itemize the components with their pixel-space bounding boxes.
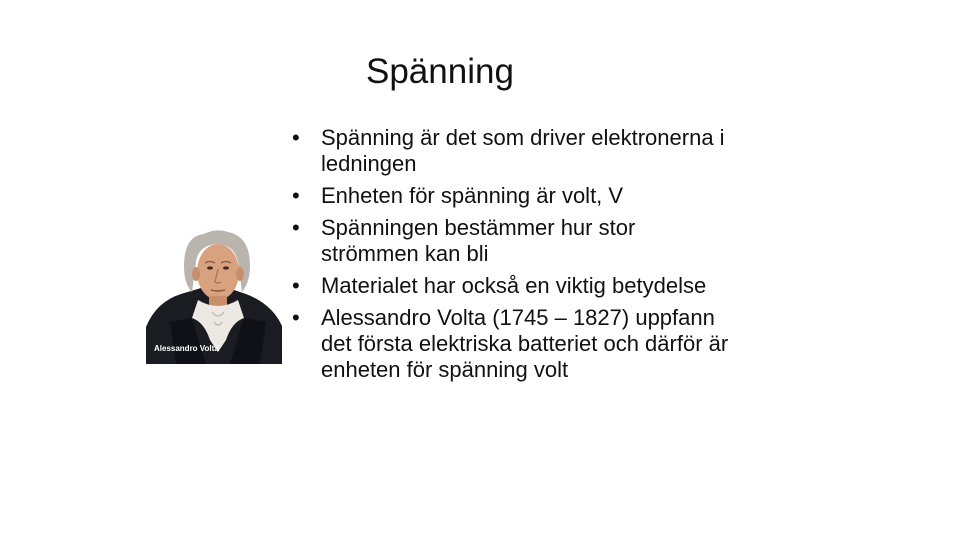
- bullet-text: Spänning är det som driver elektronerna i ledningen: [321, 125, 725, 176]
- portrait-illustration: [146, 222, 282, 364]
- bullet-item: [292, 273, 732, 299]
- bullet-item: [292, 305, 732, 383]
- bullet-list: [292, 125, 732, 389]
- bullet-text: Spänningen bestämmer hur stor strömmen kan bli: [321, 215, 636, 266]
- slide-title: Spänning: [366, 52, 514, 91]
- bullet-text: Materialet har också en viktig betydelse: [321, 273, 707, 298]
- bullet-text: Alessandro Volta (1745 – 1827) uppfann det första elektriska batteriet och därför är enheten för spänning volt: [321, 305, 729, 382]
- bullet-dot-icon: •: [292, 305, 300, 330]
- bullet-dot-icon: •: [292, 215, 300, 240]
- bullet-item: [292, 215, 732, 267]
- bullet-item: [292, 183, 732, 209]
- portrait-caption: Alessandro Volta: [154, 344, 219, 353]
- volta-portrait: [146, 222, 282, 364]
- bullet-dot-icon: •: [292, 125, 300, 150]
- bullet-dot-icon: •: [292, 273, 300, 298]
- bullet-dot-icon: •: [292, 183, 300, 208]
- bullet-item: [292, 125, 732, 177]
- bullet-text: Enheten för spänning är volt, V: [321, 183, 624, 208]
